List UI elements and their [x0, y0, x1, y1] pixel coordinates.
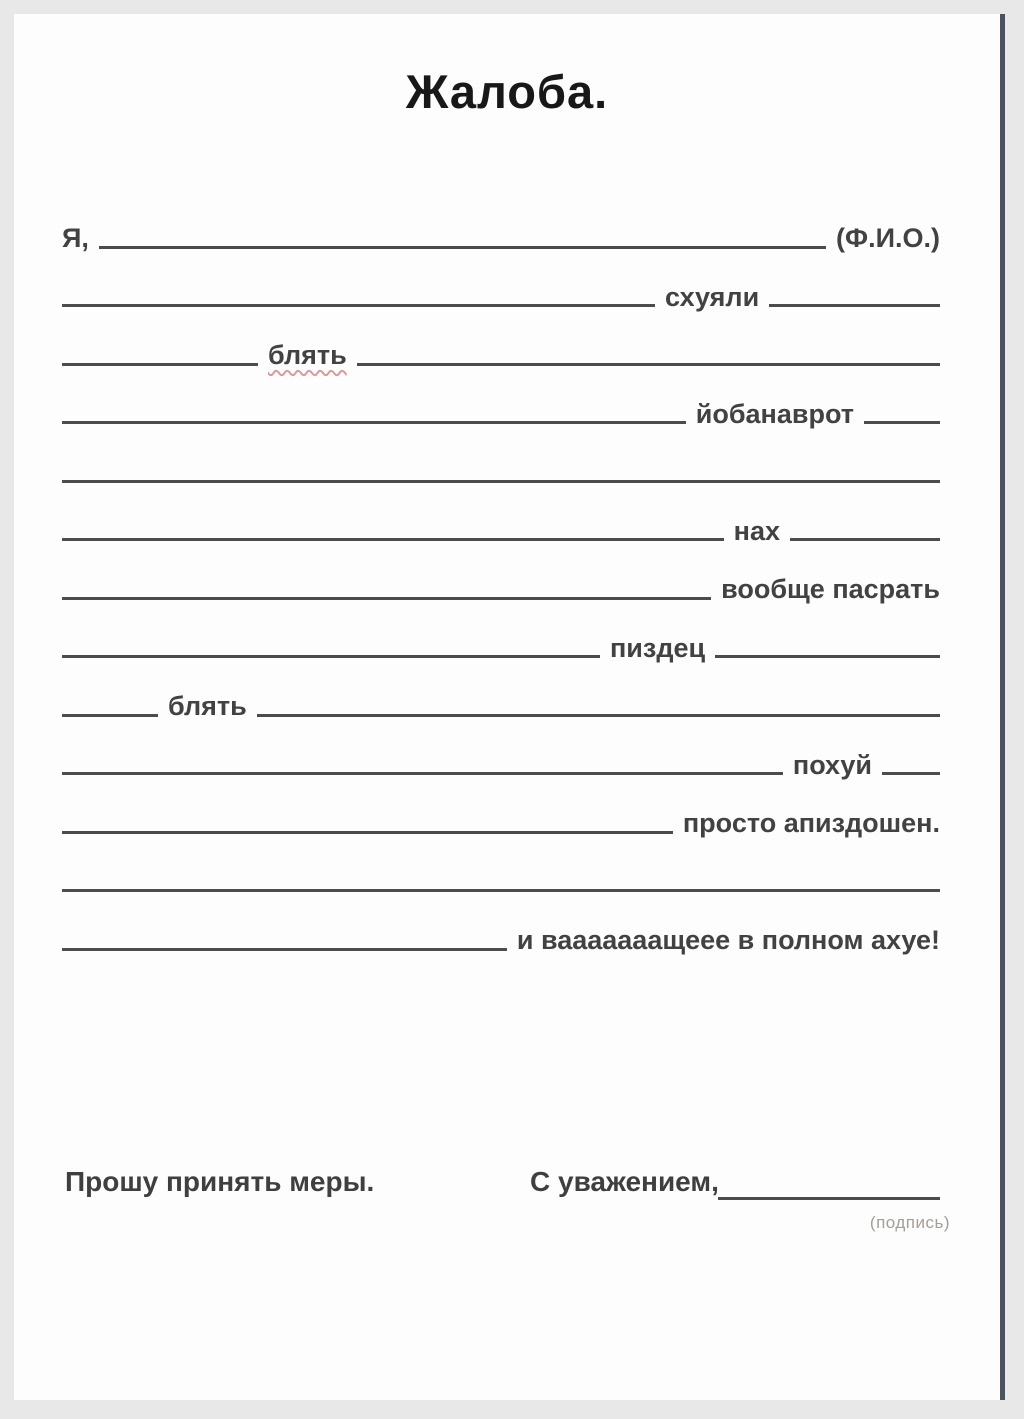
- form-line: [62, 430, 940, 489]
- blank-line: [99, 246, 826, 249]
- complaint-form-page: [14, 14, 1005, 1400]
- form-line: [62, 489, 940, 548]
- form-line: [62, 840, 940, 899]
- blank-line: [864, 421, 940, 424]
- form-word: похуй: [792, 749, 872, 780]
- closing-text: С уважением,: [530, 1166, 719, 1197]
- form-word: вообще пасрать: [721, 574, 940, 605]
- blank-line: [715, 655, 940, 658]
- blank-line: [257, 714, 940, 717]
- form-line: [62, 723, 940, 782]
- form-word: Я,: [62, 223, 89, 254]
- form-title: Жалоба.: [405, 65, 609, 118]
- form-line: [62, 547, 940, 606]
- blank-line: [62, 363, 258, 366]
- form-word: блять: [268, 340, 347, 371]
- blank-line: [62, 655, 600, 658]
- signature-hint: (подпись): [869, 1213, 950, 1232]
- blank-line: [790, 538, 940, 541]
- form-line: [62, 196, 940, 255]
- blank-line: [357, 363, 940, 366]
- form-word: и вааааааащеее в полном ахуе!: [516, 925, 940, 956]
- blank-line: [62, 421, 686, 424]
- form-line: [62, 313, 940, 372]
- blank-line: [62, 831, 673, 834]
- blank-line: [62, 480, 940, 483]
- request-text: Прошу принять меры.: [65, 1166, 375, 1197]
- form-word: схуяли: [665, 281, 760, 312]
- form-line: [62, 255, 940, 314]
- blank-line: [62, 948, 507, 951]
- blank-line: [882, 772, 940, 775]
- form-word: йобанаврот: [695, 398, 854, 429]
- form-word: пиздец: [610, 632, 706, 663]
- form-line: [62, 606, 940, 665]
- blank-line: [62, 889, 940, 892]
- form-word: просто апиздошен.: [682, 808, 940, 839]
- form-line: [62, 372, 940, 431]
- form-line: [62, 898, 940, 957]
- form-word: (Ф.И.О.): [836, 223, 940, 254]
- form-line: [62, 781, 940, 840]
- signature-line: [718, 1197, 940, 1200]
- form-line: [62, 664, 940, 723]
- form-word: блять: [168, 691, 247, 722]
- blank-line: [62, 597, 711, 600]
- blank-line: [769, 304, 940, 307]
- blank-line: [62, 538, 724, 541]
- blank-line: [62, 714, 158, 717]
- form-word: нах: [733, 515, 780, 546]
- blank-line: [62, 772, 783, 775]
- bottom-row: [14, 1156, 1000, 1200]
- form-lines: [62, 196, 940, 957]
- blank-line: [62, 304, 655, 307]
